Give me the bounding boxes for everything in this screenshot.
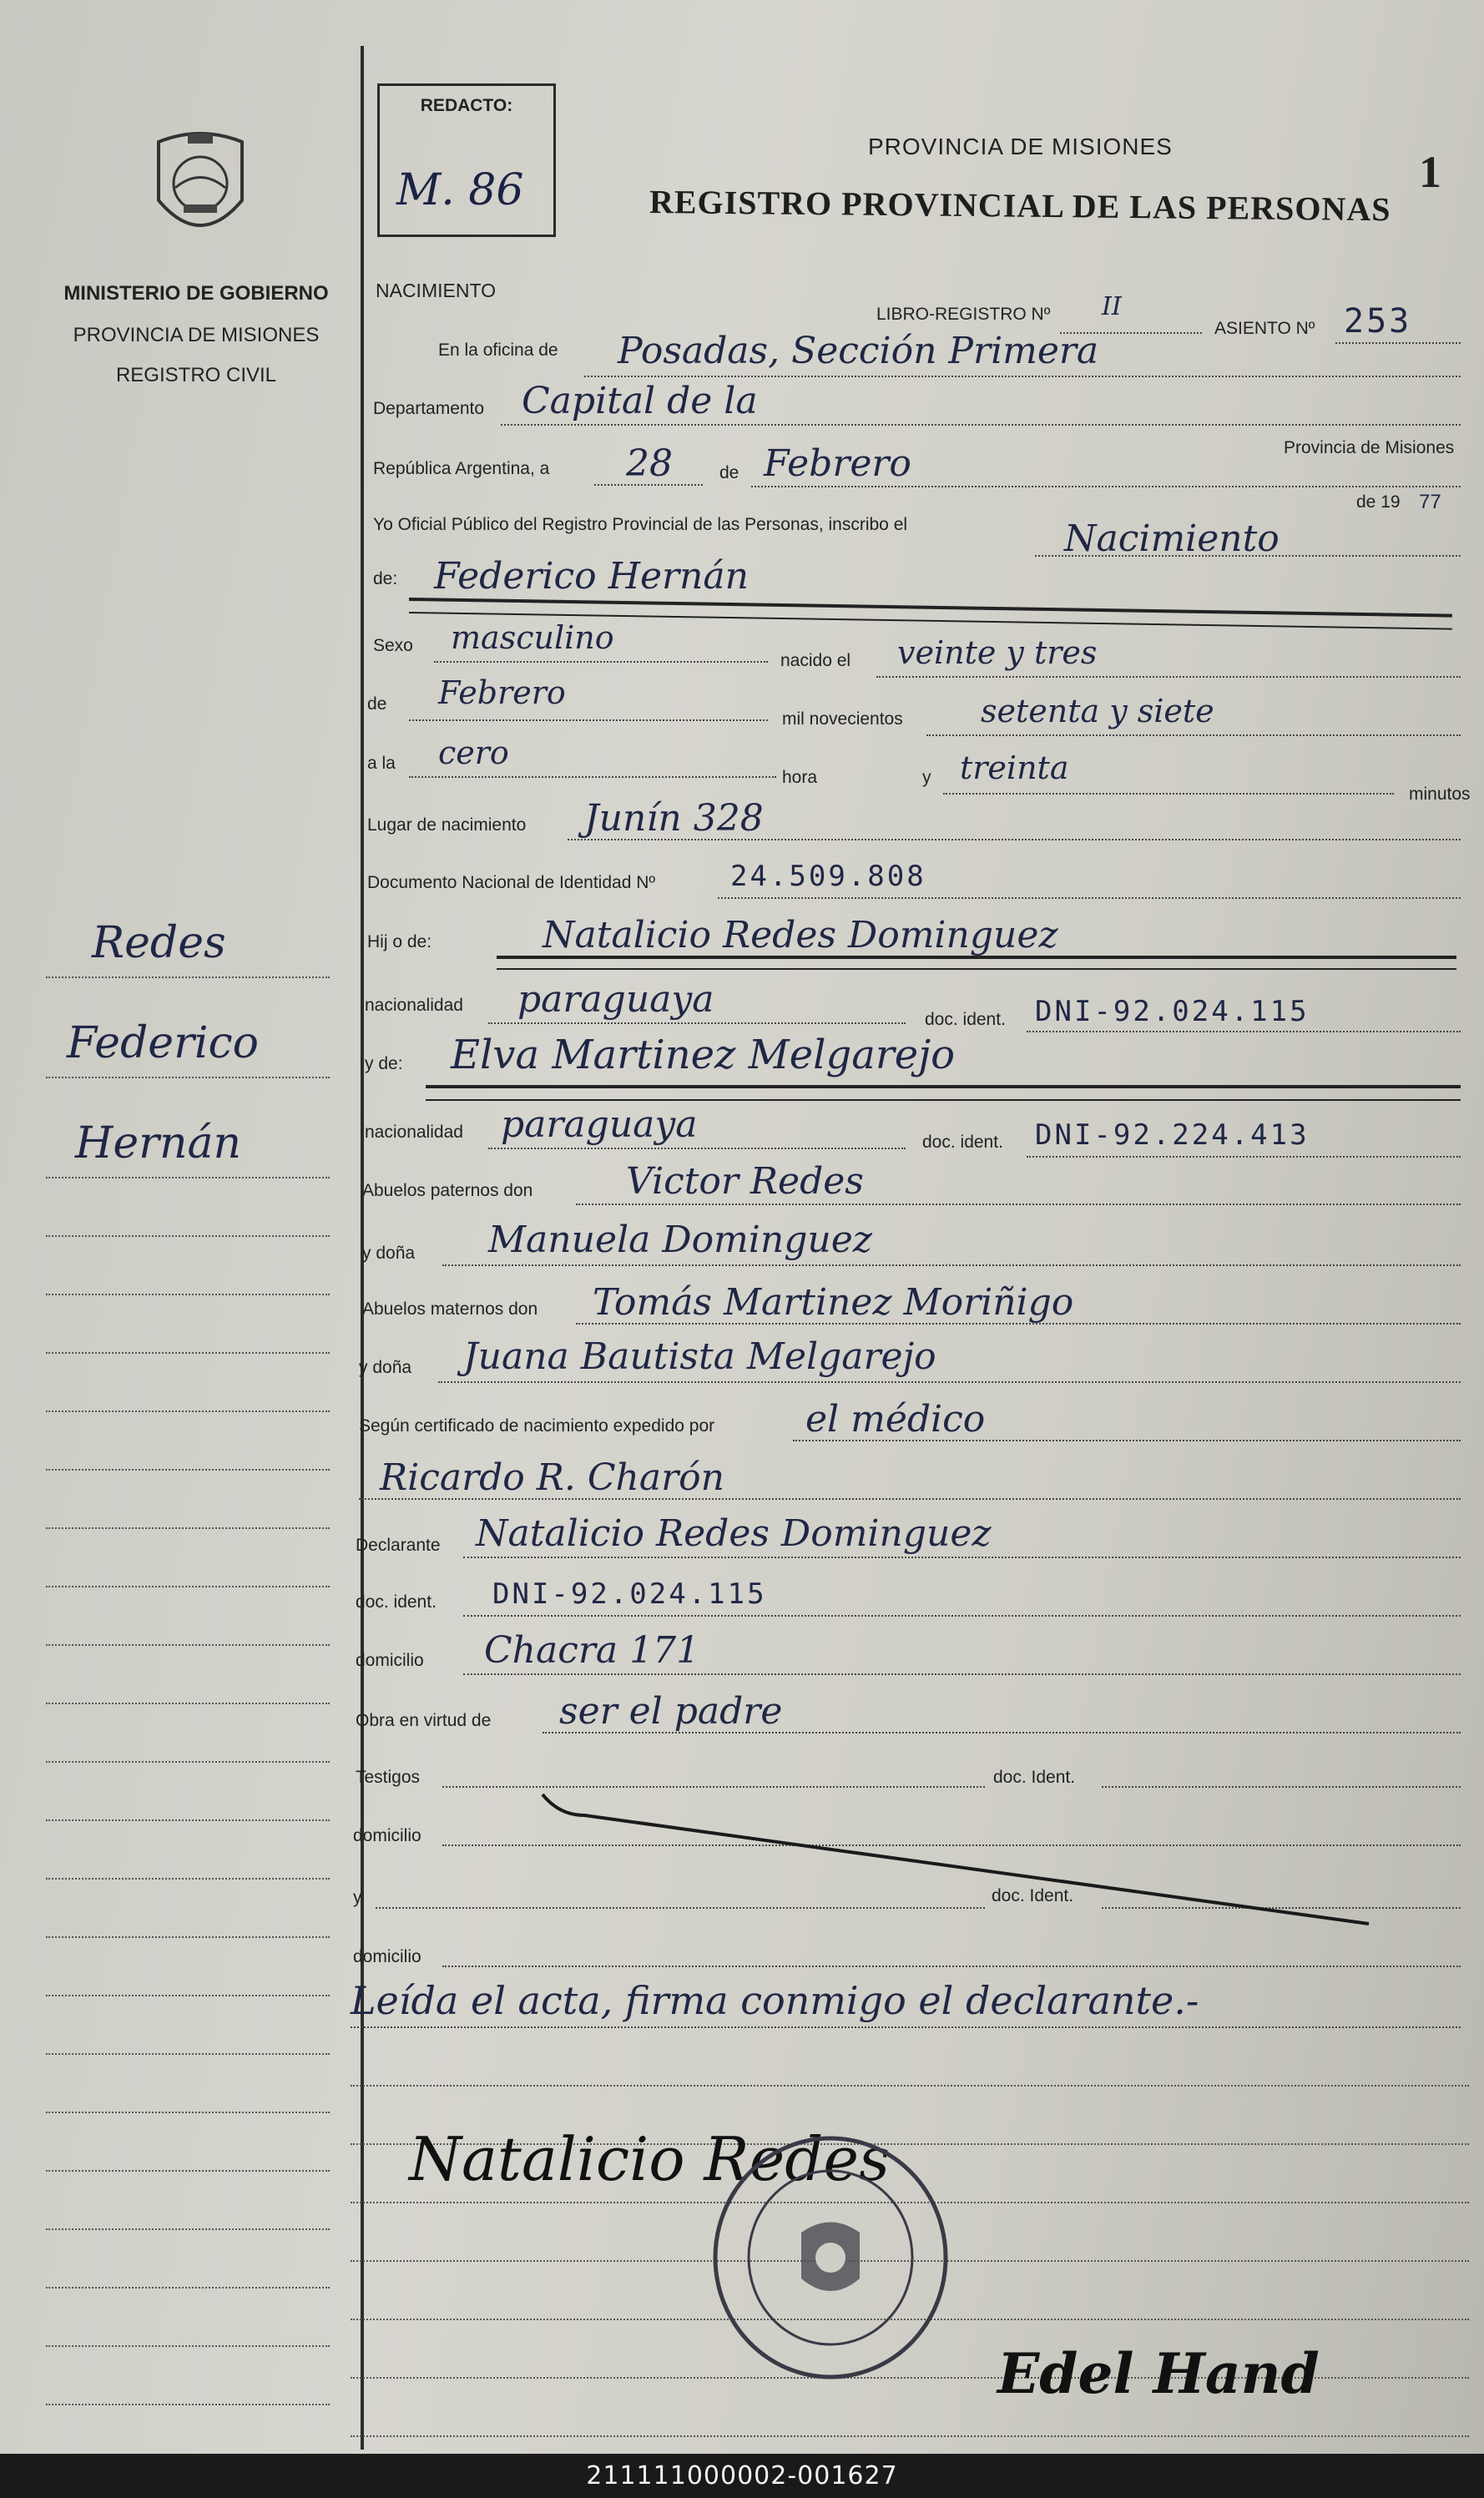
- asiento-label: ASIENTO Nº: [1214, 319, 1315, 338]
- abuelos-mat-label: Abuelos maternos don: [362, 1299, 538, 1319]
- section-label: NACIMIENTO: [376, 280, 496, 301]
- hora-label: hora: [782, 768, 818, 787]
- libro-label: LIBRO-REGISTRO Nº: [876, 305, 1051, 324]
- oficial-text: Yo Oficial Público del Registro Provincial de las Personas, inscribo el: [373, 515, 908, 534]
- hijo-label: Hij o de:: [367, 932, 432, 951]
- margin-second-name: Hernán: [75, 1118, 241, 1168]
- de-label: de: [719, 463, 739, 482]
- obra-label: Obra en virtud de: [356, 1711, 492, 1730]
- abuela-mat-value: Juana Bautista Melgarejo: [463, 1335, 936, 1378]
- nac1-label: nacionalidad: [365, 996, 463, 1015]
- redacto-box: [377, 83, 556, 237]
- coat-of-arms-icon: [142, 125, 259, 250]
- margin-surname: Redes: [92, 918, 226, 968]
- day-value: 28: [626, 442, 673, 485]
- republica-label: República Argentina, a: [373, 459, 550, 478]
- medico-value: Ricardo R. Charón: [380, 1456, 724, 1499]
- ala-label: a la: [367, 754, 396, 773]
- de3-label: de: [367, 694, 387, 714]
- domicilio-label: domicilio: [356, 1651, 424, 1670]
- docident4-label: doc. Ident.: [993, 1768, 1076, 1787]
- ydona1-label: y doña: [362, 1244, 416, 1263]
- domicilio3-label: domicilio: [353, 1947, 421, 1966]
- minutos-value: treinta: [960, 749, 1069, 786]
- image-caption: 211111000002-001627: [0, 2454, 1484, 2498]
- anio-nac-value: setenta y siete: [981, 693, 1214, 729]
- signature-declarante: Natalicio Redes: [409, 2124, 890, 2194]
- ministry-registry: REGISTRO CIVIL: [115, 364, 277, 386]
- y-label: y: [922, 768, 931, 787]
- docident1-label: doc. ident.: [925, 1010, 1006, 1029]
- libro-value: II: [1102, 292, 1122, 321]
- certificado-label: Según certificado de nacimiento expedido por: [359, 1416, 715, 1436]
- oficina-label: En la oficina de: [438, 341, 558, 360]
- lugar-value: Junín 328: [584, 797, 764, 840]
- mes-nac-value: Febrero: [438, 674, 566, 711]
- nombre-value: Federico Hernán: [434, 555, 749, 598]
- lugar-label: Lugar de nacimiento: [367, 815, 527, 835]
- abuela-pat-value: Manuela Dominguez: [488, 1219, 872, 1261]
- docident2-label: doc. ident.: [922, 1133, 1003, 1152]
- y2-label: y: [353, 1888, 362, 1907]
- domicilio-value: Chacra 171: [484, 1629, 700, 1672]
- closing-text: Leída el acta, firma conmigo el declarante.-: [351, 1978, 1199, 2023]
- provincia-suffix: Provincia de Misiones: [1284, 438, 1455, 457]
- signature-oficial: Edel Hand: [997, 2341, 1320, 2406]
- nacido-label: nacido el: [780, 651, 851, 670]
- year-label: de 19: [1356, 492, 1401, 512]
- docident2-value: DNI-92.224.413: [1035, 1118, 1310, 1152]
- docident1-value: DNI-92.024.115: [1035, 995, 1310, 1028]
- official-stamp-icon: [709, 2132, 951, 2383]
- sexo-label: Sexo: [373, 636, 413, 655]
- cancellation-stroke: [534, 1786, 1452, 1936]
- obra-value: ser el padre: [559, 1690, 783, 1733]
- oficina-value: Posadas, Sección Primera: [618, 330, 1099, 372]
- dni-value: 24.509.808: [730, 860, 926, 893]
- certificado-value: el médico: [805, 1398, 986, 1441]
- sexo-value: masculino: [451, 619, 614, 656]
- minutos-label: minutos: [1409, 785, 1471, 804]
- departamento-value: Capital de la: [522, 380, 758, 422]
- ministry-title: MINISTERIO DE GOBIERNO: [63, 282, 329, 305]
- declarante-label: Declarante: [356, 1536, 441, 1555]
- yde-label: y de:: [365, 1054, 403, 1073]
- padre-value: Natalicio Redes Dominguez: [543, 914, 1058, 956]
- nac2-value: paraguaya: [501, 1103, 698, 1146]
- ministry-province: PROVINCIA DE MISIONES: [73, 324, 320, 346]
- margin-first-name: Federico: [67, 1018, 259, 1068]
- de2-label: de:: [373, 569, 398, 588]
- month-value: Febrero: [764, 442, 911, 485]
- registry-title: REGISTRO PROVINCIAL DE LAS PERSONAS: [649, 183, 1391, 229]
- madre-value: Elva Martinez Melgarejo: [451, 1032, 955, 1078]
- nac2-label: nacionalidad: [365, 1123, 463, 1142]
- dni-label: Documento Nacional de Identidad Nº: [367, 873, 656, 892]
- nacido-value: veinte y tres: [897, 634, 1098, 671]
- testigos-label: Testigos: [356, 1768, 421, 1787]
- abuelos-pat-label: Abuelos paternos don: [362, 1181, 533, 1200]
- abuelo-pat-value: Victor Redes: [626, 1160, 864, 1203]
- docident5-label: doc. Ident.: [992, 1886, 1074, 1905]
- province-heading: PROVINCIA DE MISIONES: [868, 134, 1173, 159]
- abuelo-mat-value: Tomás Martinez Moriñigo: [593, 1281, 1074, 1324]
- ydona2-label: y doña: [359, 1358, 412, 1377]
- redacto-value: M. 86: [396, 165, 524, 215]
- mil-label: mil novecientos: [782, 709, 903, 729]
- declarante-value: Natalicio Redes Dominguez: [476, 1512, 992, 1555]
- hora-value: cero: [438, 734, 509, 771]
- redacto-label: REDACTO:: [420, 96, 513, 115]
- inscribo-value: Nacimiento: [1064, 517, 1280, 560]
- docident3-value: DNI-92.024.115: [492, 1577, 767, 1611]
- page-number: 1: [1419, 147, 1441, 197]
- docident3-label: doc. ident.: [356, 1592, 437, 1612]
- year-value: 77: [1419, 491, 1441, 513]
- nac1-value: paraguaya: [517, 978, 714, 1021]
- domicilio2-label: domicilio: [353, 1826, 421, 1845]
- departamento-label: Departamento: [373, 399, 485, 418]
- asiento-value: 253: [1344, 302, 1412, 341]
